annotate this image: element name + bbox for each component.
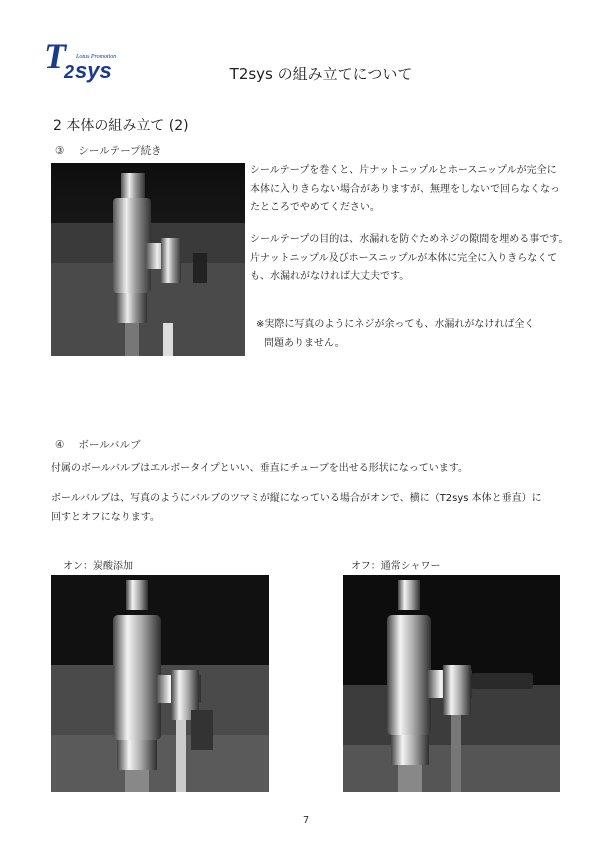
seal-tape-photo — [51, 163, 245, 356]
step3-paragraph-1: シールテープを巻くと、片ナットニップルとホースニップルが完全に 本体に入りきらない場合がありますが、無理をしないで回らなくなっ たところでやめてください。 — [250, 165, 560, 213]
svg-text:2: 2 — [64, 62, 75, 82]
step4-heading-text: ボールバルブ — [78, 439, 141, 451]
valve-on-photo — [51, 575, 269, 792]
svg-text:Lotus Promotion: Lotus Promotion — [76, 54, 117, 60]
section-title: 2 本体の組み立て (2) — [53, 118, 189, 134]
svg-text:sys: sys — [75, 58, 112, 83]
step4-paragraph-2: ボールバルブは、写真のようにバルブのツマミが縦になっている場合がオンで、横に（T2sys 本体と垂直）に 回すとオフになります。 — [51, 493, 542, 523]
step3-heading — [55, 143, 162, 158]
caption-off: オフ：通常シャワー — [351, 561, 441, 572]
page-number: 7 — [302, 815, 310, 826]
step4-number: ④ — [55, 439, 65, 451]
svg-text:T: T — [44, 36, 66, 76]
step4-paragraph-1: 付属のボールバルブはエルボータイプといい、垂直にチューブを出せる形状になっています。 — [51, 463, 468, 474]
step3-note: ※実際に写真のようにネジが余っても、水漏れがなければ全く 問題ありません。 — [256, 319, 535, 349]
caption-on: オン：炭酸添加 — [63, 561, 133, 572]
step3-number: ③ — [55, 145, 65, 157]
document-title: T2sys の組み立てについて — [229, 65, 413, 83]
step3-heading-text: シールテープ続き — [78, 145, 162, 157]
valve-off-photo — [343, 575, 560, 792]
step4-heading — [55, 437, 140, 452]
step3-paragraph-2: シールテープの目的は、水漏れを防ぐためネジの隙間を埋める事です。 片ナットニップル及びホースニップルが本体に完全に入りきらなくて も、水漏れがなければ大丈夫です。 — [250, 234, 569, 282]
